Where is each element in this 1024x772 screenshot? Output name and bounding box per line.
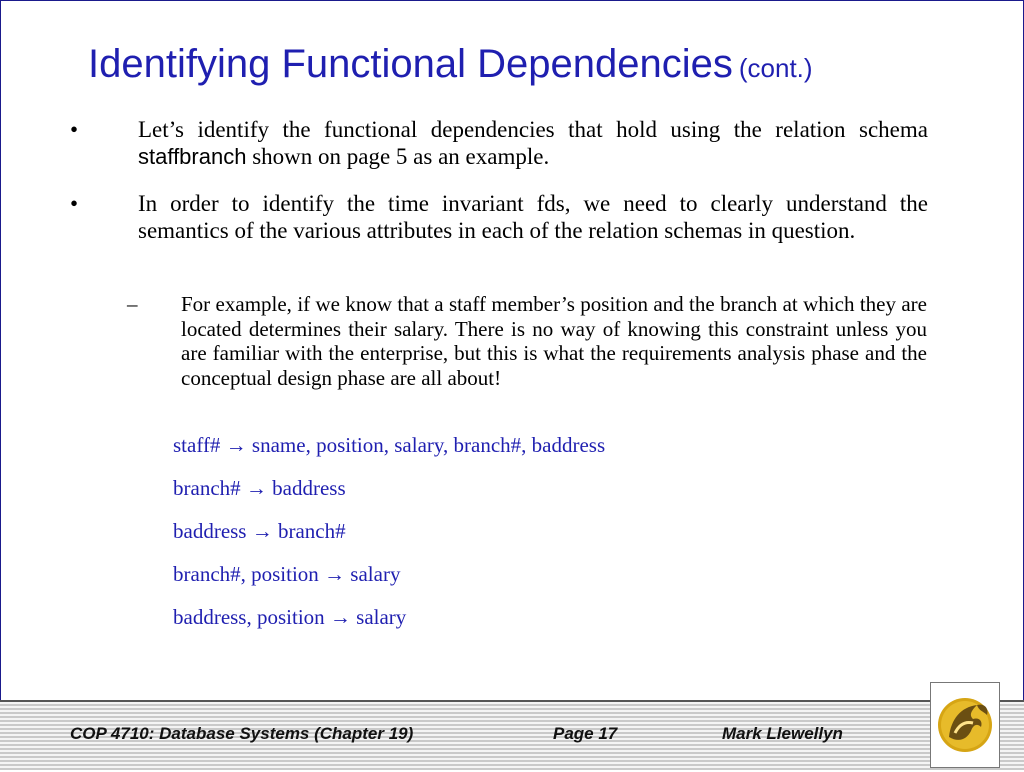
bullet-marker: • xyxy=(70,117,79,142)
footer-course: COP 4710: Database Systems (Chapter 19) xyxy=(70,724,414,743)
fd-line: branch# → baddress xyxy=(173,476,346,500)
relation-name: staffbranch xyxy=(138,144,247,169)
dash-marker: – xyxy=(127,292,138,316)
title-main: Identifying Functional Dependencies xyxy=(88,42,733,86)
fd-line: baddress → branch# xyxy=(173,519,346,543)
slide-title xyxy=(88,38,988,94)
bullet-text xyxy=(138,116,928,170)
bullet-text-part: shown on page 5 as an example. xyxy=(246,144,550,169)
logo-frame xyxy=(930,682,1000,768)
bullet-marker: • xyxy=(70,191,79,216)
footer-author: Mark Llewellyn xyxy=(722,724,843,743)
title-suffix: (cont.) xyxy=(738,53,813,83)
bullet-text: In order to identify the time invariant fds, we need to clearly understand the semantics of the various attributes in each of the relation schemas in question. xyxy=(138,191,928,243)
sub-bullet-text: For example, if we know that a staff member’s position and the branch at which they are located determines their salary. There is no way of knowing this constraint unless you are familiar with the enterprise, but this is what the requirements analysis phase and the conceptual design phase are all about! xyxy=(181,292,927,390)
footer-page-number: Page 17 xyxy=(553,724,618,743)
fd-line: branch#, position → salary xyxy=(173,562,401,586)
bullet-text-part: Let’s identify the functional dependencies that hold using the relation schema xyxy=(138,117,928,142)
fd-line: staff# → sname, position, salary, branch#, baddress xyxy=(173,433,606,457)
fd-line: baddress, position → salary xyxy=(173,605,407,629)
ucf-pegasus-logo-icon xyxy=(931,683,999,767)
